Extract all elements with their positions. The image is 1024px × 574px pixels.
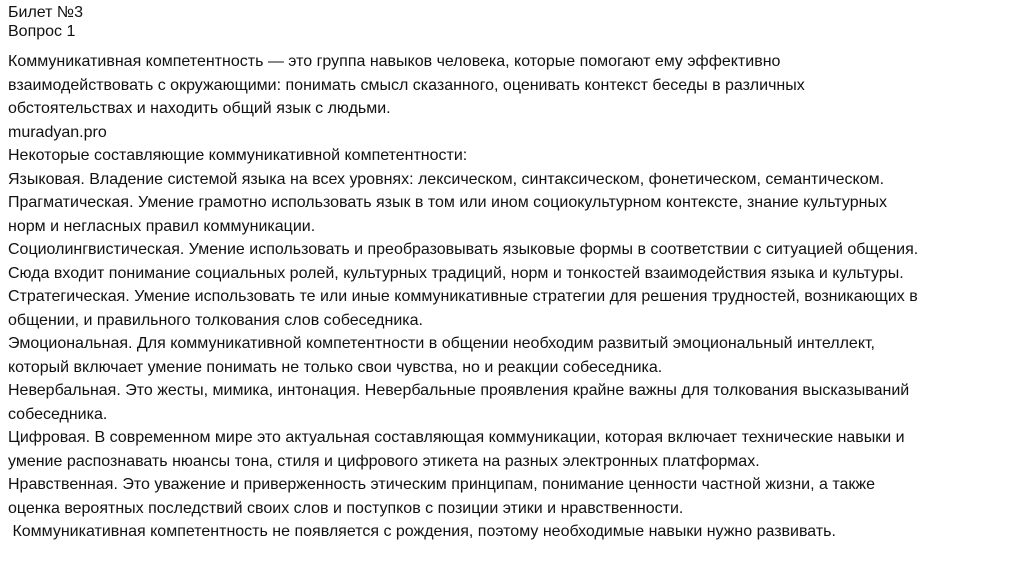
text-line: умение распознавать нюансы тона, стиля и цифрового этикета на разных электронных платформах. xyxy=(8,452,760,470)
text-line: Социолингвистическая. Умение использовать и преобразовывать языковые формы в соответствии с ситуацией общения. xyxy=(8,241,919,258)
text-line: взаимодействовать с окружающими: понимать смысл сказанного, оценивать контекст беседы в различных xyxy=(8,76,805,94)
slide-body-text xyxy=(8,50,1018,544)
text-line: собеседника. xyxy=(8,405,108,423)
text-line: Цифровая. В современном мире это актуальная составляющая коммуникации, которая включает технические навыки и xyxy=(8,429,905,446)
text-line: общении, и правильного толкования слов собеседника. xyxy=(8,311,423,329)
text-line: Стратегическая. Умение использовать те или иные коммуникативные стратегии для решения трудностей, возникающих в xyxy=(8,288,918,305)
ticket-number: Билет №3 xyxy=(8,4,83,21)
text-line: норм и негласных правил коммуникации. xyxy=(8,217,316,235)
text-line: Некоторые составляющие коммуникативной компетентности: xyxy=(8,147,468,164)
text-line: оценка вероятных последствий своих слов и поступков с позиции этики и нравственности. xyxy=(8,499,684,517)
text-line: Коммуникативная компетентность — это группа навыков человека, которые помогают ему эффективно xyxy=(8,53,781,70)
conclusion-line: Коммуникативная компетентность не появляется с рождения, поэтому необходимые навыки нужно развивать. xyxy=(8,523,836,540)
text-line: Языковая. Владение системой языка на всех уровнях: лексическом, синтаксическом, фонетическом, семантическом. xyxy=(8,170,885,188)
source-line: muradyan.pro xyxy=(8,123,107,141)
text-line: Эмоциональная. Для коммуникативной компетентности в общении необходим развитый эмоциональный интеллект, xyxy=(8,335,875,352)
text-line: Прагматическая. Умение грамотно использовать язык в том или ином социокультурном контексте, знание культурных xyxy=(8,194,887,211)
text-line: Нравственная. Это уважение и приверженность этическим принципам, понимание ценности частной жизни, а также xyxy=(8,476,875,493)
slide-header xyxy=(8,3,83,41)
text-line: Невербальная. Это жесты, мимика, интонация. Невербальные проявления крайне важны для толкования высказываний xyxy=(8,382,910,399)
question-number: Вопрос 1 xyxy=(8,23,76,40)
text-line: Сюда входит понимание социальных ролей, культурных традиций, норм и тонкостей взаимодействия языка и культуры. xyxy=(8,264,904,282)
text-line: обстоятельствах и находить общий язык с людьми. xyxy=(8,100,391,117)
text-line: который включает умение понимать не только свои чувства, но и реакции собеседника. xyxy=(8,358,663,376)
